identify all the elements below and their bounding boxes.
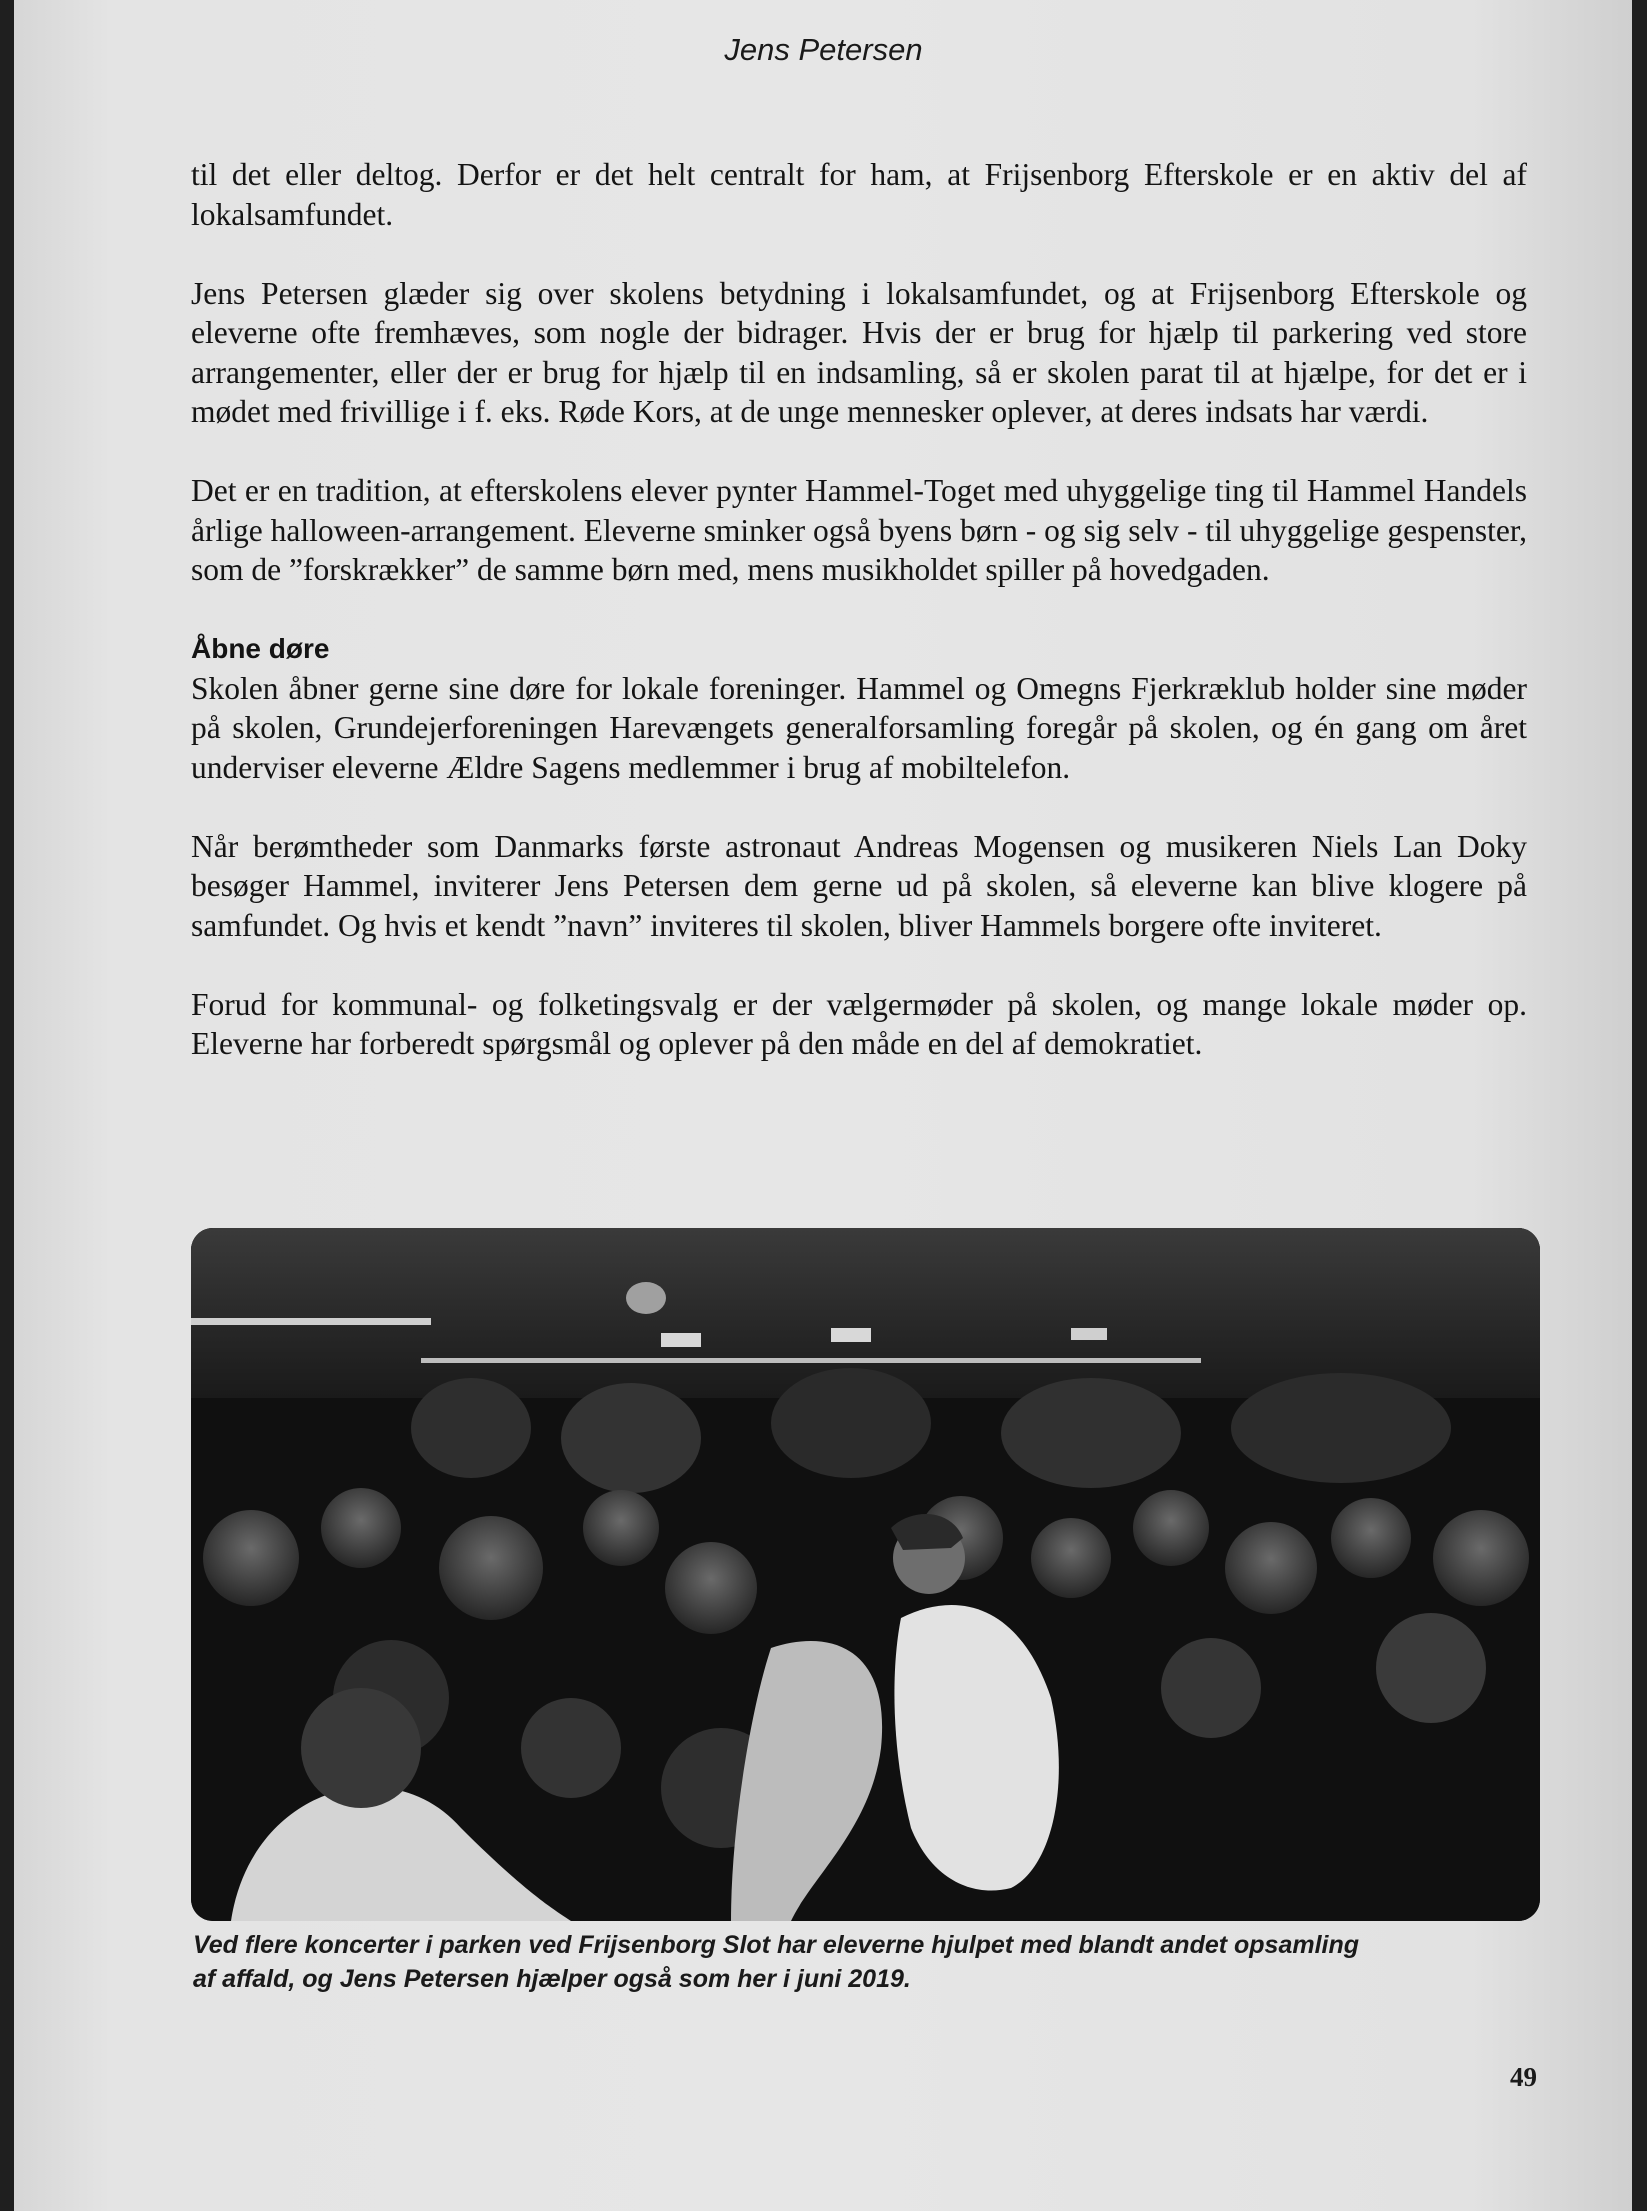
paragraph: Det er en tradition, at efterskolens elever pynter Hammel-Toget med uhyggelige ting til Hammel Handels årlige halloween-arrangement. Eleverne sminker også byens børn - og sig selv - til uhyggelige gespenster, som de ”forskrækker” de samme børn med, mens musikholdet spiller på hovedgaden. [191, 473, 1527, 587]
running-header: Jens Petersen [724, 32, 923, 67]
body-text [191, 155, 1527, 1103]
paragraph: til det eller deltog. Derfor er det helt centralt for ham, at Frijsenborg Efterskole er en aktiv del af lokalsamfundet. [191, 157, 1527, 232]
crowd-photo-illustration [191, 1228, 1540, 1921]
page-number: 49 [1510, 2062, 1537, 2092]
caption-line: Ved flere koncerter i parken ved Frijsenborg Slot har eleverne hjulpet med blandt andet opsamling [193, 1931, 1360, 1959]
section-heading: Åbne døre [191, 633, 330, 664]
concert-photo [191, 1228, 1540, 1921]
paragraph: Forud for kommunal- og folketingsvalg er der vælgermøder på skolen, og mange lokale møder op. Eleverne har forberedt spørgsmål og oplever på den måde en del af demokratiet. [191, 986, 1527, 1061]
photo-caption [193, 1928, 1523, 1996]
paragraph: Jens Petersen glæder sig over skolens betydning i lokalsamfundet, og at Frijsenborg Efterskole og eleverne ofte fremhæves, som nogle der bidrager. Hvis der er brug for hjælp til parkering ved store arrangementer, eller der er brug for hjælp til en indsamling, så er skolen parat til at hjælpe, for det er i mødet med frivillige i f. eks. Røde Kors, at de unge mennesker oplever, at deres indsats har værdi. [191, 275, 1527, 429]
caption-line: af affald, og Jens Petersen hjælper også som her i juni 2019. [193, 1965, 911, 1993]
paragraph: Skolen åbner gerne sine døre for lokale foreninger. Hammel og Omegns Fjerkræklub holder sine møder på skolen, Grundejerforeningen Harevængets generalforsamling foregår på skolen, og én gang om året underviser eleverne Ældre Sagens medlemmer i brug af mobiltelefon. [191, 670, 1527, 785]
paragraph: Når berømtheder som Danmarks første astronaut Andreas Mogensen og musikeren Niels Lan Doky besøger Hammel, inviterer Jens Petersen dem gerne ud på skolen, så eleverne kan blive klogere på samfundet. Og hvis et kendt ”navn” inviteres til skolen, bliver Hammels borgere ofte inviteret. [191, 828, 1527, 943]
